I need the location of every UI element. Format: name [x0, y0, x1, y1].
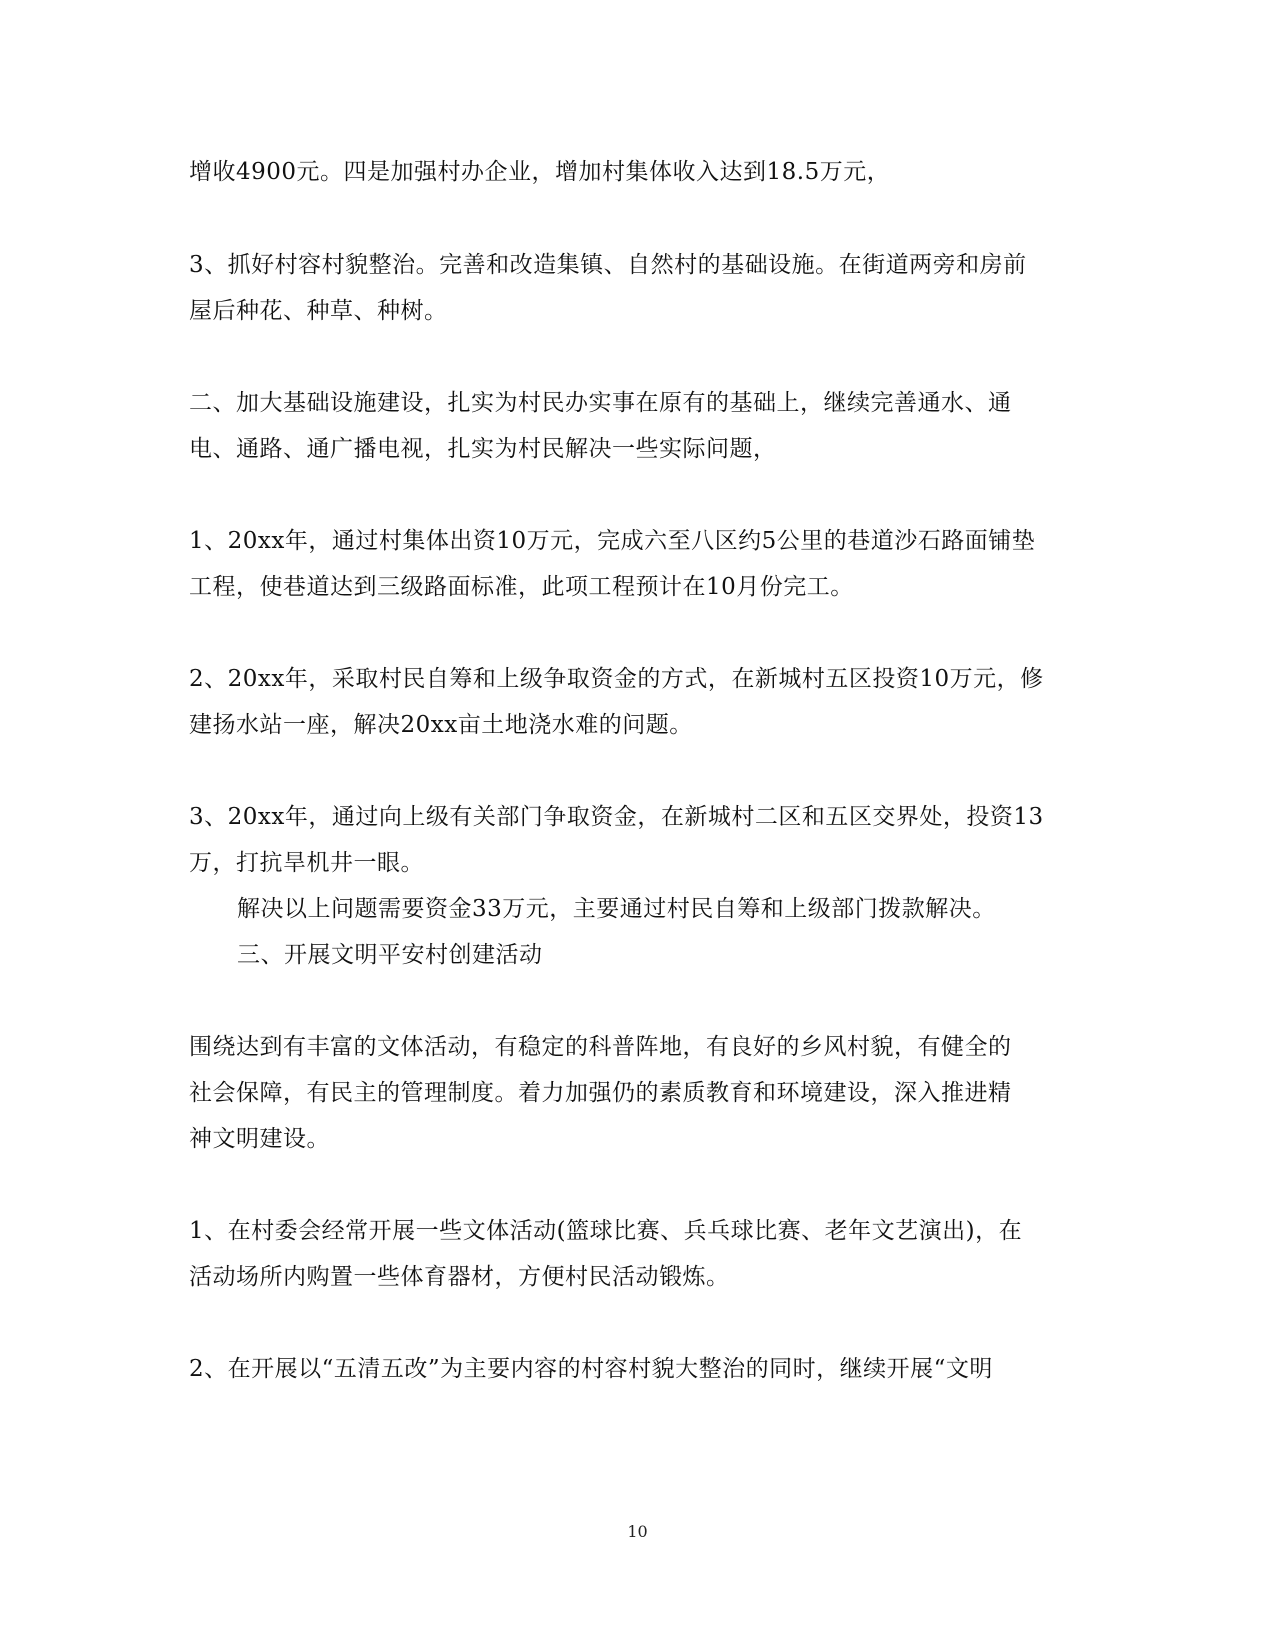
text-line: 万，打抗旱机井一眼。 [189, 850, 424, 876]
text-line: 二、加大基础设施建设，扎实为村民办实事在原有的基础上，继续完善通水、通 [189, 390, 1012, 416]
text-line: 建扬水站一座，解决20xx亩土地浇水难的问题。 [189, 712, 693, 738]
text-line: 1、在村委会经常开展一些文体活动(篮球比赛、兵乓球比赛、老年文艺演出)，在 [189, 1218, 1023, 1244]
text-line: 解决以上问题需要资金33万元，主要通过村民自筹和上级部门拨款解决。 [237, 896, 996, 922]
text-line: 社会保障，有民主的管理制度。着力加强仍的素质教育和环境建设，深入推进精 [189, 1080, 1012, 1106]
text-line: 1、20xx年，通过村集体出资10万元，完成六至八区约5公里的巷道沙石路面铺垫 [189, 528, 1036, 554]
page-number: 10 [627, 1522, 648, 1541]
text-line: 围绕达到有丰富的文体活动，有稳定的科普阵地，有良好的乡风村貌，有健全的 [189, 1034, 1012, 1060]
text-line: 电、通路、通广播电视，扎实为村民解决一些实际问题， [189, 436, 777, 462]
text-line: 屋后种花、种草、种树。 [189, 298, 448, 324]
text-line: 2、20xx年，采取村民自筹和上级争取资金的方式，在新城村五区投资10万元，修 [189, 666, 1044, 692]
text-line: 神文明建设。 [189, 1126, 330, 1152]
text-line: 工程，使巷道达到三级路面标准，此项工程预计在10月份完工。 [189, 574, 854, 600]
text-line: 活动场所内购置一些体育器材，方便村民活动锻炼。 [189, 1264, 730, 1290]
section-heading: 三、开展文明平安村创建活动 [237, 942, 543, 968]
text-line: 2、在开展以“五清五改”为主要内容的村容村貌大整治的同时，继续开展“文明 [189, 1356, 993, 1382]
text-line: 增收4900元。四是加强村办企业，增加村集体收入达到18.5万元， [189, 159, 891, 185]
text-line: 3、20xx年，通过向上级有关部门争取资金，在新城村二区和五区交界处，投资13 [189, 804, 1044, 830]
text-line: 3、抓好村容村貌整治。完善和改造集镇、自然村的基础设施。在街道两旁和房前 [189, 252, 1027, 278]
